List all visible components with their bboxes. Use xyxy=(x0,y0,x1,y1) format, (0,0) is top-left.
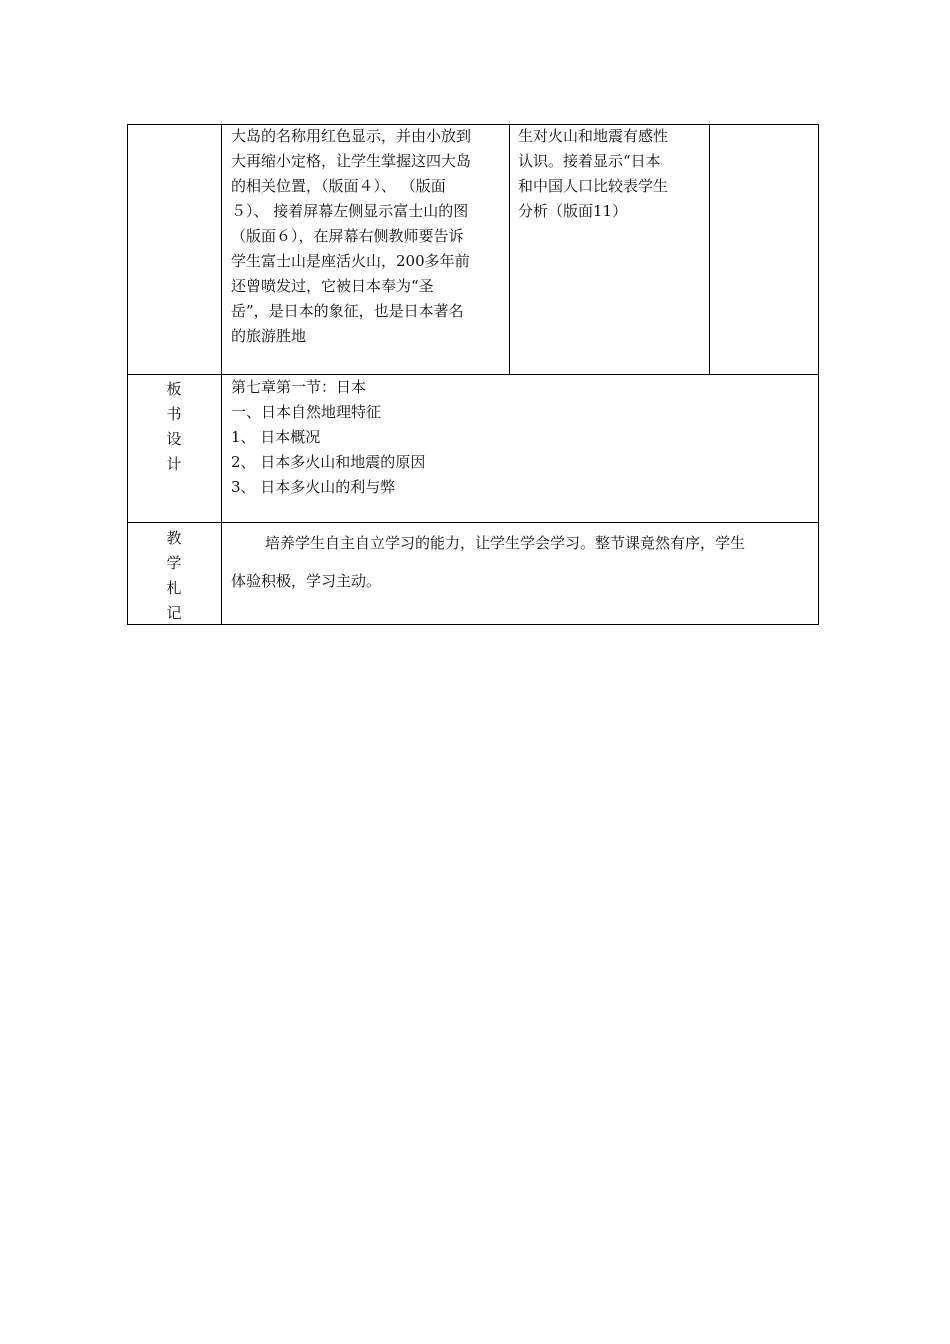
text-line: 分析（版面11） xyxy=(518,202,628,220)
label-char: 记 xyxy=(166,604,182,622)
board-design-content xyxy=(231,375,425,500)
label-char: 计 xyxy=(166,455,182,473)
text-line: 和中国人口比较表学生 xyxy=(518,177,669,195)
text-line: 2、 日本多火山和地震的原因 xyxy=(231,453,426,471)
text-line: （版面６），在屏幕右侧教师要告诉 xyxy=(231,227,464,245)
text-line: 认识。接着显示“日本 xyxy=(518,152,661,170)
text-line: 大再缩小定格，让学生掌握这四大岛 xyxy=(231,152,472,170)
table-bottom-border xyxy=(127,624,819,625)
text-line: 岳”，是日本的象征，也是日本著名 xyxy=(231,302,464,320)
table-right-border xyxy=(818,124,819,625)
text-line: 大岛的名称用红色显示，并由小放到 xyxy=(231,127,472,145)
row1-divider-col3 xyxy=(509,124,510,375)
text-line: 1、 日本概况 xyxy=(231,428,321,446)
row2-bottom-border xyxy=(127,522,819,523)
label-char: 书 xyxy=(166,405,182,423)
text-line: 3、 日本多火山的利与弊 xyxy=(231,478,396,496)
text-line: 的旅游胜地 xyxy=(231,327,307,345)
label-char: 板 xyxy=(166,380,182,398)
row1-student-activity-text xyxy=(518,124,668,224)
label-char: 教 xyxy=(166,529,182,547)
text-line: 学生富士山是座活火山，200多年前 xyxy=(231,252,470,270)
row1-procedure-text xyxy=(231,124,471,349)
teaching-notes-content xyxy=(231,524,745,600)
text-line: 体验积极，学习主动。 xyxy=(231,572,382,590)
board-design-label xyxy=(127,377,221,477)
text-line: 培养学生自主自立学习的能力，让学生学会学习。整节课竟然有序，学生 xyxy=(265,534,746,552)
label-char: 学 xyxy=(166,554,182,572)
teaching-notes-label xyxy=(127,526,221,626)
label-char: 札 xyxy=(166,579,182,597)
label-column-divider xyxy=(221,124,222,625)
text-line: 第七章第一节：日本 xyxy=(231,378,367,396)
row1-divider-col4 xyxy=(709,124,710,375)
text-line: 一、日本自然地理特征 xyxy=(231,403,382,421)
text-line: 还曾喷发过，它被日本奉为“圣 xyxy=(231,277,434,295)
text-line: ５）、 接着屏幕左侧显示富士山的图 xyxy=(231,202,469,220)
text-line: 的相关位置，（版面４）、 （版面 xyxy=(231,177,446,195)
text-line: 生对火山和地震有感性 xyxy=(518,127,669,145)
label-char: 设 xyxy=(166,430,182,448)
